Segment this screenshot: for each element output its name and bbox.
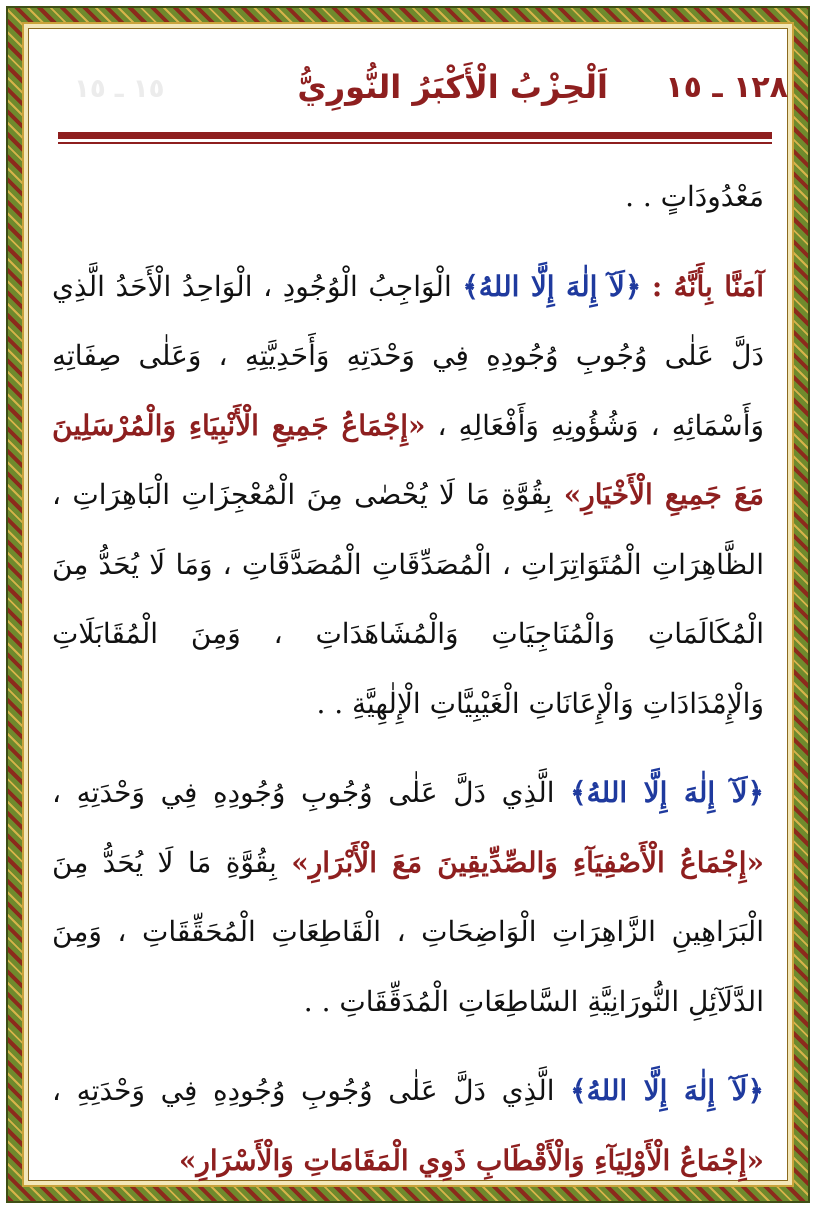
ghost-page-number: ١٥ ـ ١٥ (74, 74, 165, 104)
paragraph-1 (52, 162, 764, 232)
ijma-phrase: «إِجْمَاعُ الْأَوْلِيَآءِ وَالْأَقْطَابِ ذَوِي الْمَقَامَاتِ وَالْأَسْرَارِ» (178, 1143, 764, 1177)
tahlil-phrase: ﴿لَآ إِلٰهَ إِلَّا اللهُ﴾ (570, 776, 765, 809)
paragraph-2-text-a: الْوَاجِبُ الْوُجُودِ ، الْوَاحِدُ الْأَحَدُ الَّذِي دَلَّ عَلٰى وُجُوبِ وُجُودِهِ فِي وَحْدَتِهِ وَأَحَدِيَّتِهِ ، وَعَلٰى صِفَاتِهِ وَأَسْمَائِهِ ، وَشُؤُونِهِ وَأَفْعَالِهِ ، (52, 269, 764, 442)
page-header (34, 68, 788, 118)
tahlil-phrase: ﴿لَآ إِلٰهَ إِلَّا اللهُ﴾ (570, 1074, 765, 1107)
header-rule-thin (58, 142, 772, 144)
ijma-phrase: «إِجْمَاعُ جَمِيعِ الْأَنْبِيَاءِ وَالْمُرْسَلِينَ مَعَ جَمِيعِ الْأَخْيَارِ» (52, 408, 764, 511)
paragraph-3-text-a: الَّذِي دَلَّ عَلٰى وُجُوبِ وُجُودِهِ فِي وَحْدَتِهِ ، (52, 776, 571, 809)
tahlil-phrase: ﴿لَآ إِلٰهَ إِلَّا اللهُ﴾ (462, 269, 642, 303)
paragraph-3 (52, 758, 764, 1036)
paragraph-3-text-b: بِقُوَّةِ مَا لَا يُحَدُّ مِنَ الْبَرَاهِينِ الزَّاهِرَاتِ الْوَاضِحَاتِ ، الْقَاطِعَاتِ الْمُحَقِّقَاتِ ، وَمِنَ الدَّلَآئِلِ النُّورَانِيَّةِ السَّاطِعَاتِ الْمُدَقِّقَاتِ . . (52, 845, 764, 1018)
paragraph-4-text-a: الَّذِي دَلَّ عَلٰى وُجُوبِ وُجُودِهِ فِي وَحْدَتِهِ ، (52, 1074, 571, 1107)
book-title: اَلْحِزْبُ الْأَكْبَرُ النُّورِيُّ (297, 68, 608, 106)
paragraph-4 (52, 1056, 764, 1195)
page-content (52, 162, 764, 1195)
paragraph-1-text: مَعْدُودَاتٍ . . (625, 180, 764, 213)
paragraph-2-text-b: بِقُوَّةِ مَا لَا يُحْصٰى مِنَ الْمُعْجِزَاتِ الْبَاهِرَاتِ ، الظَّاهِرَاتِ الْمُتَوَاتِرَاتِ ، الْمُصَدِّقَاتِ الْمُصَدَّقَاتِ ، وَمَا لَا يُحَدُّ مِنَ الْمُكَالَمَاتِ وَالْمُنَاجِيَاتِ وَالْمُشَاهَدَاتِ ، وَمِنَ الْمُقَابَلَاتِ وَالْإِمْدَادَاتِ وَالْإِعَانَاتِ الْغَيْبِيَّاتِ الْإِلٰهِيَّةِ . . (52, 478, 764, 720)
amanna-lead: آمَنَّا بِأَنَّهُ : (651, 269, 764, 303)
header-rule-thick (58, 132, 772, 139)
page-number: ١٢٨ ـ ١٥ (665, 70, 788, 105)
paragraph-2 (52, 252, 764, 739)
ijma-phrase: «إِجْمَاعُ الْأَصْفِيَآءِ وَالصِّدِّيقِينَ مَعَ الْأَبْرَارِ» (291, 845, 765, 879)
